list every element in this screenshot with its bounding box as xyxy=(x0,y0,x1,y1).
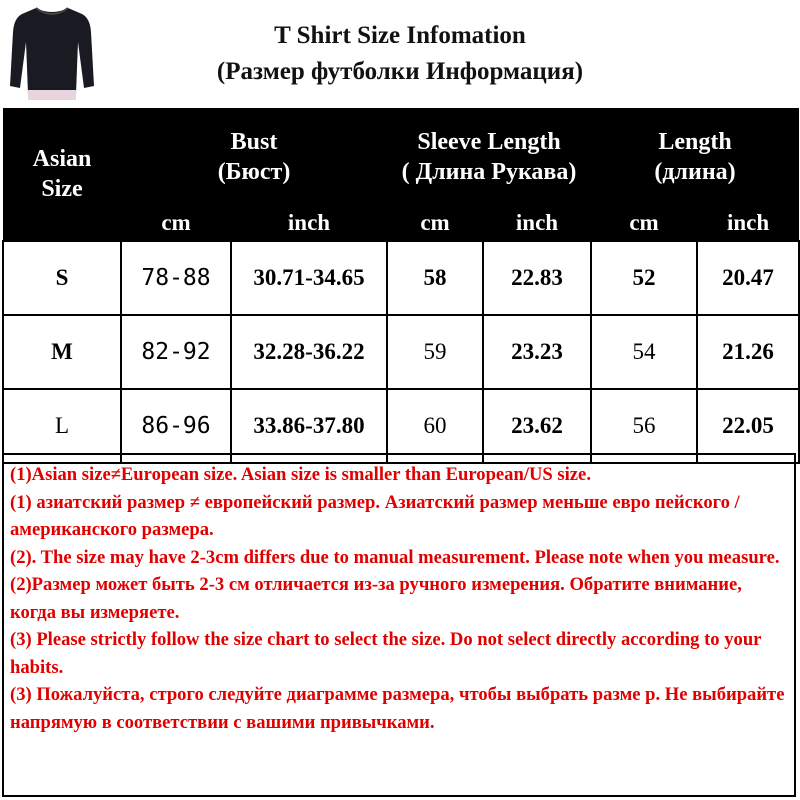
table-row xyxy=(3,389,799,463)
title-russian: (Размер футболки Информация) xyxy=(216,58,584,85)
table-row xyxy=(3,241,799,315)
bust-inch: 33.86-37.80 xyxy=(231,389,387,463)
note-3-en: (3) Please strictly follow the size chart to select the size. Do not select directly according to your habits. xyxy=(10,629,762,678)
length-inch: 20.47 xyxy=(697,241,799,315)
length-cm: 54 xyxy=(591,315,697,389)
size-label: M xyxy=(3,315,121,389)
size-table xyxy=(2,108,800,464)
sleeve-cm: 58 xyxy=(387,241,483,315)
length-inch: 22.05 xyxy=(697,389,799,463)
unit-cm: cm xyxy=(121,206,231,241)
size-label: S xyxy=(3,241,121,315)
unit-cm: cm xyxy=(591,206,697,241)
unit-inch: inch xyxy=(483,206,591,241)
sleeve-length-header: Sleeve Length ( Длина Рукава) xyxy=(387,108,591,206)
unit-inch: inch xyxy=(697,206,799,241)
unit-inch: inch xyxy=(231,206,387,241)
bust-inch: 30.71-34.65 xyxy=(231,241,387,315)
asian-size-header: Asian Size xyxy=(3,108,121,241)
bust-cm: 82-92 xyxy=(121,315,231,389)
sleeve-cm: 59 xyxy=(387,315,483,389)
long-sleeve-shirt-icon xyxy=(6,2,98,102)
length-header: Length (длина) xyxy=(591,108,799,206)
length-cm: 56 xyxy=(591,389,697,463)
title-english: T Shirt Size Infomation xyxy=(274,22,526,49)
header xyxy=(0,0,800,105)
table-row xyxy=(3,315,799,389)
unit-cm: cm xyxy=(387,206,483,241)
sleeve-inch: 22.83 xyxy=(483,241,591,315)
sleeve-inch: 23.62 xyxy=(483,389,591,463)
bust-header: Bust (Бюст) xyxy=(121,108,387,206)
note-1-en: (1)Asian size≠European size. Asian size is smaller than European/US size. xyxy=(10,464,591,485)
sleeve-cm: 60 xyxy=(387,389,483,463)
size-label: L xyxy=(3,389,121,463)
note-3-ru: (3) Пожалуйста, строго следуйте диаграмме размера, чтобы выбрать разме р. Не выбирайте напрямую в соответствии с вашими привычками. xyxy=(10,684,785,733)
bust-cm: 78-88 xyxy=(121,241,231,315)
bust-cm: 86-96 xyxy=(121,389,231,463)
note-2-ru: (2)Размер может быть 2-3 см отличается из-за ручного измерения. Обратите внимание, когда вы измеряете. xyxy=(10,574,742,623)
bust-inch: 32.28-36.22 xyxy=(231,315,387,389)
length-cm: 52 xyxy=(591,241,697,315)
note-1-ru: (1) азиатский размер ≠ европейский размер. Азиатский размер меньше евро пейского / американского размера. xyxy=(10,491,740,540)
notes-box xyxy=(2,453,796,797)
length-inch: 21.26 xyxy=(697,315,799,389)
sleeve-inch: 23.23 xyxy=(483,315,591,389)
note-2-en: (2). The size may have 2-3cm differs due to manual measurement. Please note when you measure. xyxy=(10,546,780,568)
